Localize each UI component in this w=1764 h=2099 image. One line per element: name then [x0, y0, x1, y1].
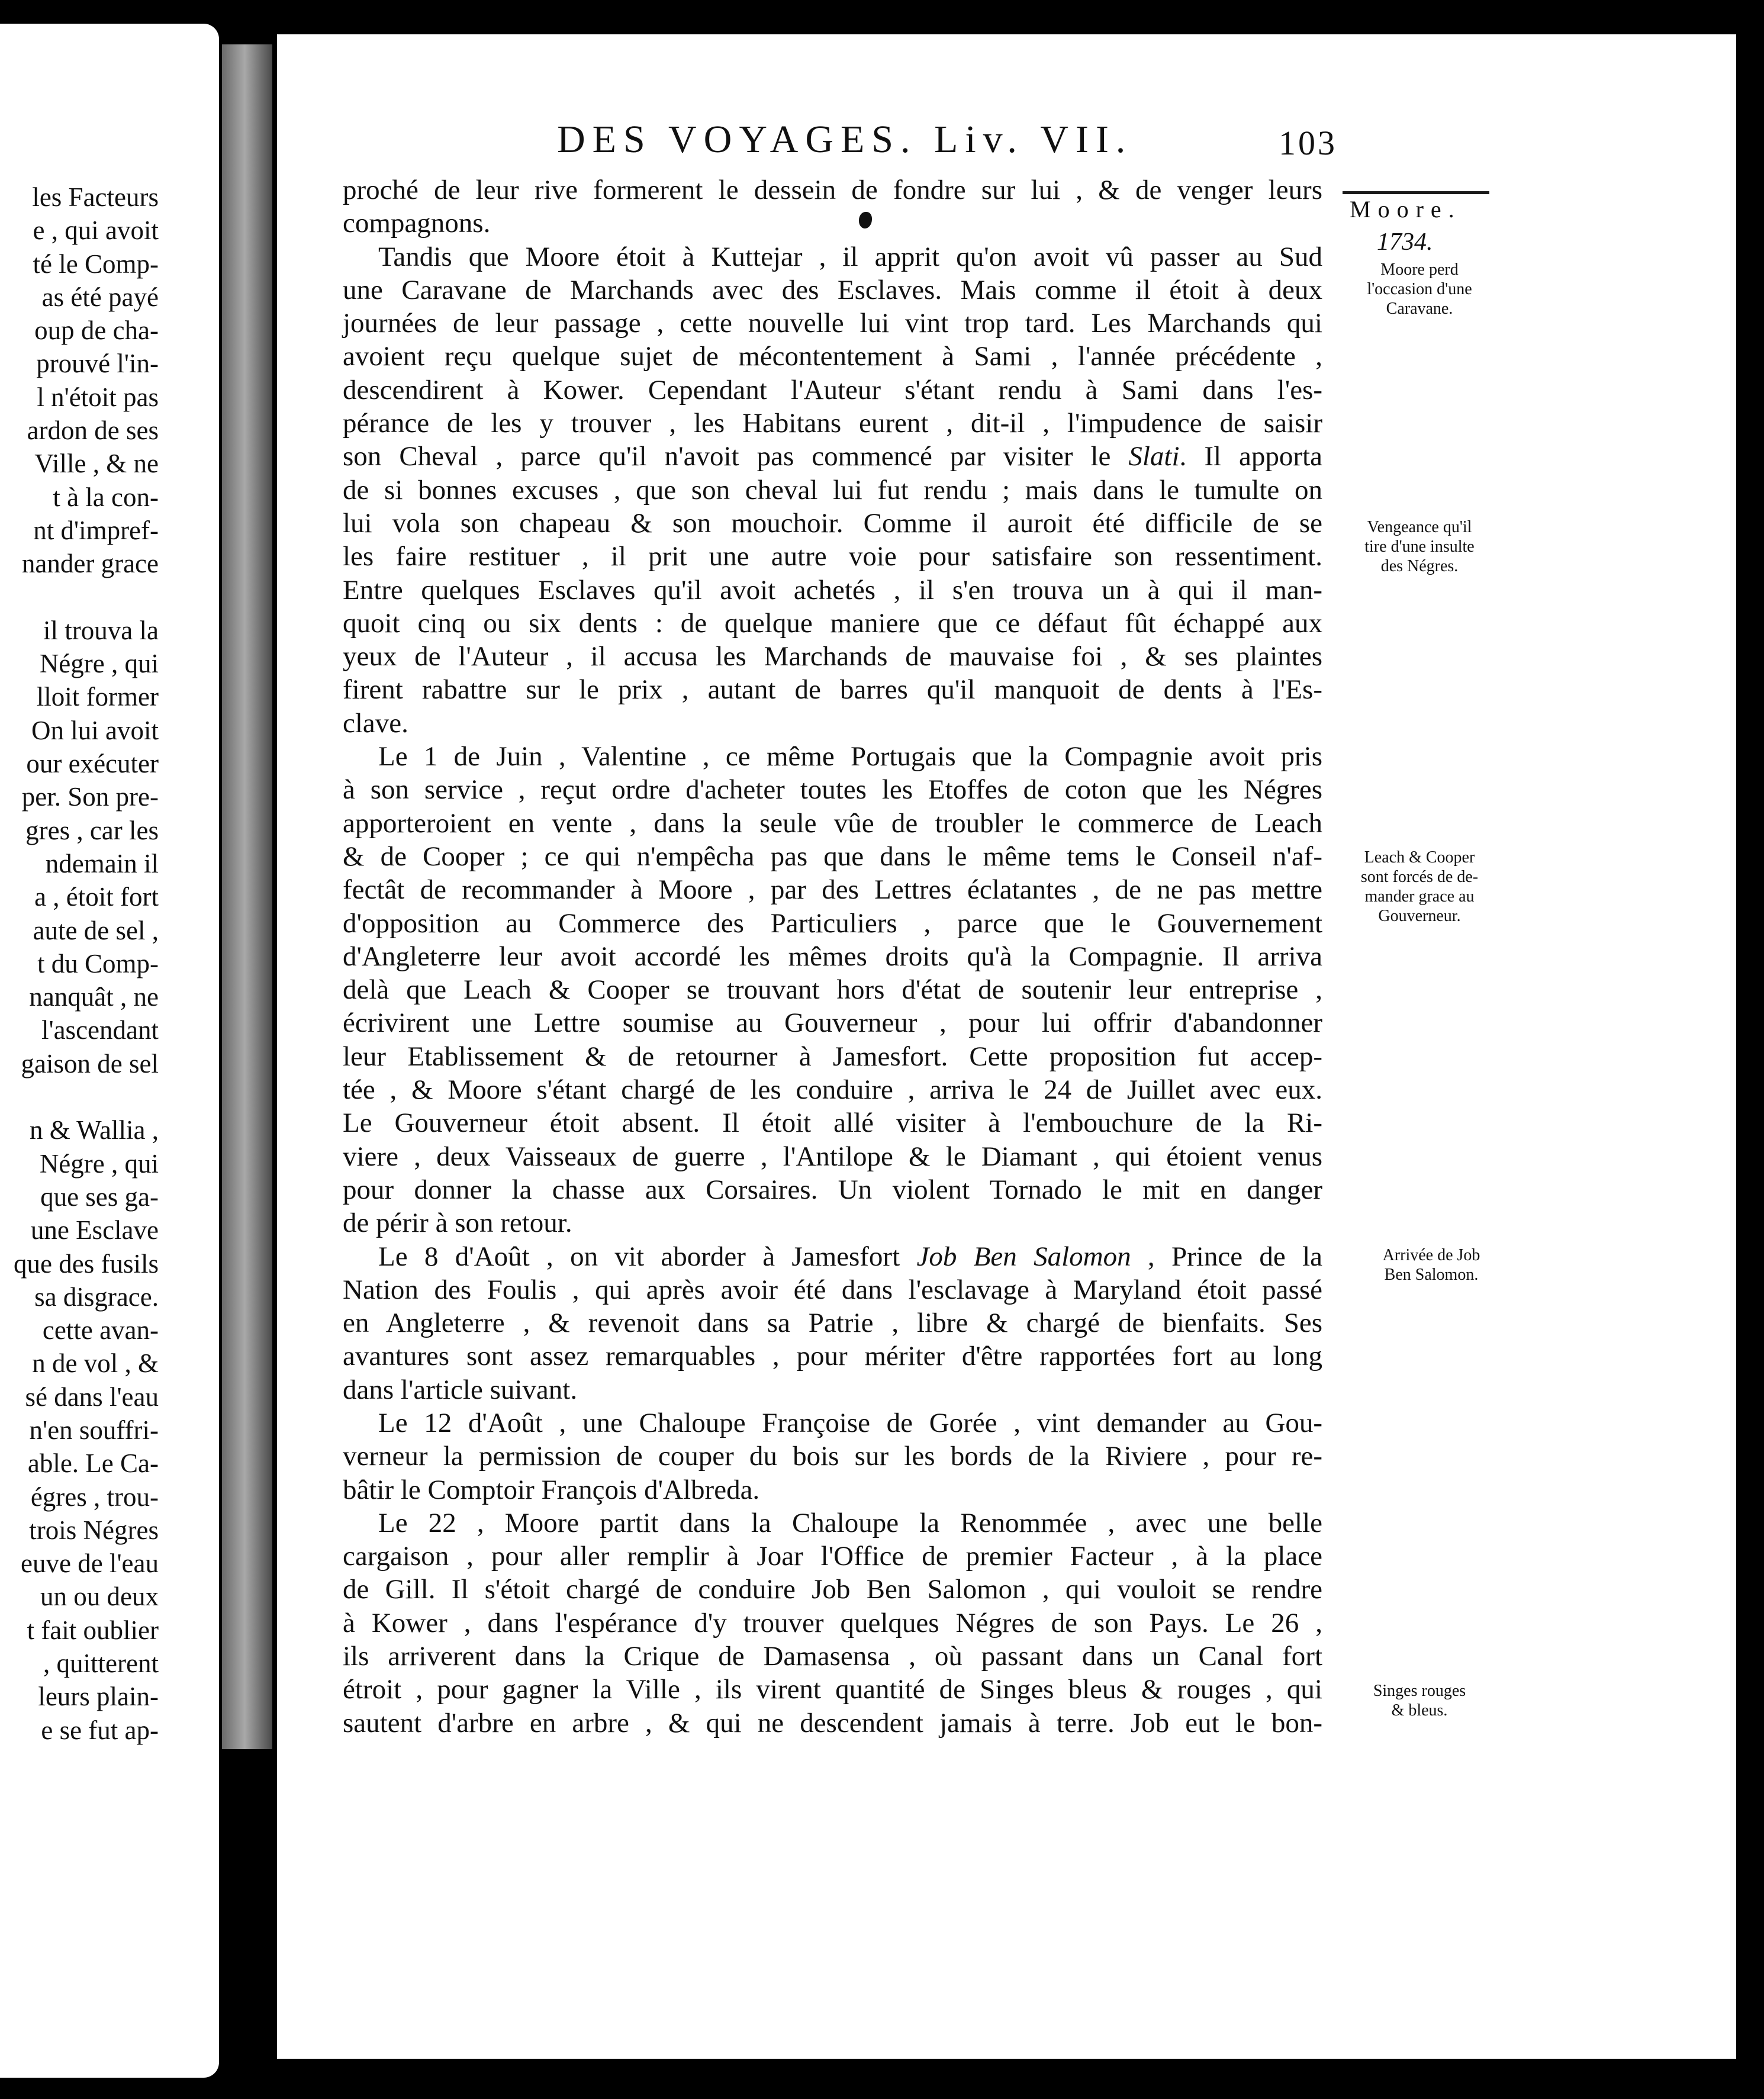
margin-note-line: & bleus. — [1391, 1701, 1448, 1720]
facing-page-line: trois Négres — [29, 1515, 159, 1545]
text-line: compagnons. — [343, 208, 491, 239]
facing-page-line: t du Comp- — [37, 948, 159, 978]
text-line: étroit , pour gagner la Ville , ils virent quantité de Singes bleus & rouges , qui — [343, 1674, 1322, 1705]
facing-page-line: per. Son pre- — [21, 782, 159, 812]
facing-page-line: les Facteurs — [32, 182, 159, 212]
text-line: Le 1 de Juin , Valentine , ce même Portugais que la Compagnie avoit pris — [378, 741, 1322, 772]
facing-page-line: ardon de ses — [27, 416, 159, 446]
text-line: delà que Leach & Cooper se trouvant hors d'état de soutenir leur entreprise , — [343, 974, 1322, 1006]
facing-page-line: , quitterent — [43, 1649, 159, 1679]
margin-note-line: Caravane. — [1386, 300, 1453, 318]
text-line: à Kower , dans l'espérance d'y trouver quelques Négres de son Pays. Le 26 , — [343, 1607, 1322, 1638]
text-line: quoit cinq ou six dents : de quelque maniere que ce défaut fût échappé aux — [343, 607, 1322, 639]
text-line: pour donner la chasse aux Corsaires. Un violent Tornado le mit en danger — [343, 1174, 1322, 1205]
margin-header-year: 1734. — [1377, 228, 1433, 256]
text-line: apporteroient en vente , dans la seule vûe de troubler le commerce de Leach — [343, 807, 1322, 839]
facing-page-line: n de vol , & — [32, 1348, 159, 1379]
text-line: clave. — [343, 707, 408, 739]
text-line: & de Cooper ; ce qui n'empêcha pas que dans le même tems le Conseil n'af- — [343, 841, 1322, 872]
facing-page-line: lloit former — [36, 682, 159, 712]
text-line: pérance de les y trouver , les Habitans eurent , dit-il , l'impudence de saisir — [343, 408, 1322, 439]
text-line: Entre quelques Esclaves qu'il avoit achetés , il s'en trouva un à qui il man- — [343, 574, 1322, 606]
facing-page-text — [0, 181, 159, 1747]
facing-page-line: On lui avoit — [31, 715, 159, 745]
text-line: de si bonnes excuses , que son cheval lui fut rendu ; mais dans le tumulte on — [343, 474, 1322, 506]
text-line: yeux de l'Auteur , il accusa les Marchands de mauvaise foi , & ses plaintes — [343, 641, 1322, 672]
facing-page-line — [0, 1080, 159, 1113]
facing-page-line: égres , trou- — [30, 1482, 159, 1512]
margin-note-line: Gouverneur. — [1378, 907, 1461, 925]
text-line: avantures sont assez remarquables , pour mériter d'être rapportées fort au long — [343, 1341, 1322, 1372]
facing-page-line: cette avan- — [42, 1315, 159, 1345]
margin-note-singes — [1340, 1681, 1499, 1720]
text-segment: , Prince de la — [1131, 1241, 1322, 1272]
book-page — [277, 34, 1736, 2059]
text-line: Le Gouverneur étoit absent. Il étoit allé visiter à l'embouchure de la Ri- — [343, 1108, 1322, 1139]
facing-page-line: ndemain il — [45, 848, 159, 878]
text-line: verneur la permission de couper du bois sur les bords de la Riviere , pour re- — [343, 1441, 1322, 1472]
margin-note-line: sont forcés de de- — [1360, 868, 1479, 886]
facing-page-line: une Esclave — [30, 1215, 159, 1245]
text-segment: . Il apporta — [1179, 441, 1322, 472]
text-line — [343, 1240, 1322, 1273]
text-line: avoient reçu quelque sujet de mécontentement à Sami , l'année précédente , — [343, 341, 1322, 372]
facing-page-line: sé dans l'eau — [25, 1382, 159, 1412]
margin-note-caravane — [1340, 260, 1499, 318]
margin-note-line: Ben Salomon. — [1384, 1266, 1479, 1284]
facing-page-line: l n'étoit pas — [37, 382, 159, 412]
facing-page-line: l'ascendant — [41, 1015, 159, 1045]
text-line: cargaison , pour aller remplir à Joar l'Office de premier Facteur , à la place — [343, 1541, 1322, 1572]
facing-page-line: gres , car les — [25, 815, 159, 845]
facing-page-line: t à la con- — [53, 482, 159, 512]
text-line: de Gill. Il s'étoit chargé de conduire Job Ben Salomon , qui vouloit se rendre — [343, 1574, 1322, 1605]
margin-rule — [1343, 191, 1489, 194]
facing-page-line: il trouva la — [43, 615, 159, 645]
facing-page-line: oup de cha- — [34, 316, 159, 346]
text-line — [343, 440, 1322, 473]
margin-note-line: Vengeance qu'il — [1367, 518, 1472, 536]
facing-page-line: nanquât , ne — [29, 982, 159, 1012]
facing-page-line: our exécuter — [26, 749, 159, 779]
text-line: dans l'article suivant. — [343, 1374, 578, 1405]
text-line: Nation des Foulis , qui après avoir été dans l'esclavage à Maryland étoit passé — [343, 1274, 1322, 1305]
text-line: sautent d'arbre en arbre , & qui ne descendent jamais à terre. Job eut le bon- — [343, 1707, 1322, 1739]
running-head: DES VOYAGES. Liv. VII. — [557, 118, 1133, 161]
margin-note-line: Moore perd — [1380, 260, 1459, 279]
text-line: ils arriverent dans la Crique de Damasensa , où passant dans un Canal fort — [343, 1641, 1322, 1672]
margin-note-leach-cooper — [1340, 848, 1499, 926]
text-line: proché de leur rive formerent le dessein de fondre sur lui , & de venger leurs — [343, 175, 1322, 205]
margin-note-line: des Négres. — [1380, 557, 1459, 575]
text-line: firent rabattre sur le prix , autant de barres qu'il manquoit de dents à l'Es- — [343, 674, 1322, 706]
margin-note-line: Leach & Cooper — [1364, 848, 1475, 867]
text-line: bâtir le Comptoir François d'Albreda. — [343, 1474, 760, 1505]
margin-note-line: Arrivée de Job — [1382, 1246, 1480, 1264]
text-line: écrivirent une Lettre soumise au Gouverneur , pour lui offrir d'abandonner — [343, 1007, 1322, 1039]
facing-page-line: a , étoit fort — [34, 882, 159, 912]
facing-page-line: as été payé — [41, 282, 159, 312]
text-line: les faire restituer , il prit une autre voie pour satisfaire son ressentiment. — [343, 541, 1322, 572]
text-line: d'Angleterre leur avoit accordé les mêmes droits qu'à la Compagnie. Il arriva — [343, 941, 1322, 972]
margin-header-name: Moore. — [1350, 196, 1462, 223]
facing-page-line: té le Comp- — [33, 249, 159, 279]
text-line: journées de leur passage , cette nouvelle lui vint trop tard. Les Marchands qui — [343, 308, 1322, 339]
italic-term: Job Ben Salomon — [916, 1241, 1131, 1272]
facing-page-line: prouvé l'in- — [36, 349, 159, 379]
facing-page-line: able. Le Ca- — [27, 1448, 159, 1479]
facing-page — [0, 24, 219, 2078]
facing-page-line: nander grace — [21, 549, 159, 579]
text-line: descendirent à Kower. Cependant l'Auteur s'étant rendu à Sami dans l'es- — [343, 374, 1322, 405]
text-segment: son Cheval , parce qu'il n'avoit pas commencé par visiter le — [343, 441, 1129, 472]
text-segment: Le 8 d'Août , on vit aborder à Jamesfort — [378, 1241, 917, 1272]
facing-page-line: leurs plain- — [38, 1682, 159, 1712]
text-line: fectât de recommander à Moore , par des Lettres éclatantes , de ne pas mettre — [343, 874, 1322, 906]
margin-note-line: tire d'une insulte — [1364, 537, 1475, 556]
margin-note-line: l'occasion d'une — [1367, 280, 1472, 298]
italic-term: Slati — [1128, 441, 1180, 472]
facing-page-line — [0, 581, 159, 614]
page-number: 103 — [1279, 124, 1337, 162]
book-gutter — [222, 44, 272, 1749]
facing-page-line: Négre , qui — [39, 649, 159, 679]
margin-note-line: Singes rouges — [1373, 1682, 1466, 1700]
facing-page-line: que des fusils — [14, 1248, 159, 1279]
facing-page-line: n'en souffri- — [29, 1415, 159, 1445]
facing-page-line: sa disgrace. — [34, 1282, 159, 1312]
text-line: une Caravane de Marchands avec des Esclaves. Mais comme il étoit à deux — [343, 274, 1322, 305]
text-line: viere , deux Vaisseaux de guerre , l'Antilope & le Diamant , qui étoient venus — [343, 1141, 1322, 1172]
facing-page-line: aute de sel , — [33, 915, 159, 945]
facing-page-line: Ville , & ne — [34, 449, 159, 479]
text-line: de périr à son retour. — [343, 1208, 572, 1239]
text-line: Tandis que Moore étoit à Kuttejar , il apprit qu'on avoit vû passer au Sud — [378, 241, 1322, 272]
facing-page-line: t fait oublier — [27, 1615, 159, 1645]
body-text — [343, 173, 1322, 1740]
facing-page-line: euve de l'eau — [21, 1549, 159, 1579]
facing-page-line: e , qui avoit — [33, 215, 159, 246]
margin-note-line: mander grace au — [1364, 887, 1475, 906]
facing-page-line: que ses ga- — [40, 1182, 159, 1212]
text-line: d'opposition au Commerce des Particuliers , parce que le Gouvernement — [343, 907, 1322, 939]
facing-page-line: e se fut ap- — [41, 1715, 159, 1745]
text-line: tée , & Moore s'étant chargé de les conduire , arriva le 24 de Juillet avec eux. — [343, 1074, 1322, 1106]
margin-note-vengeance — [1340, 517, 1499, 576]
facing-page-line: nt d'impref- — [33, 515, 159, 545]
facing-page-line: gaison de sel — [21, 1048, 159, 1079]
facing-page-line: Négre , qui — [39, 1148, 159, 1179]
text-line: en Angleterre , & revenoit dans sa Patrie , libre & chargé de bienfaits. Ses — [343, 1308, 1322, 1339]
margin-note-job-ben-salomon — [1351, 1245, 1511, 1284]
text-line: Le 22 , Moore partit dans la Chaloupe la Renommée , avec une belle — [378, 1507, 1322, 1538]
facing-page-line: un ou deux — [40, 1582, 159, 1612]
text-line: à son service , reçut ordre d'acheter toutes les Etoffes de coton que les Négres — [343, 774, 1322, 806]
text-line: leur Etablissement & de retourner à Jamesfort. Cette proposition fut accep- — [343, 1041, 1322, 1072]
text-line: Le 12 d'Août , une Chaloupe Françoise de Gorée , vint demander au Gou- — [378, 1407, 1322, 1438]
facing-page-line: n & Wallia , — [29, 1115, 159, 1145]
text-line: lui vola son chapeau & son mouchoir. Comme il auroit été difficile de se — [343, 507, 1322, 539]
